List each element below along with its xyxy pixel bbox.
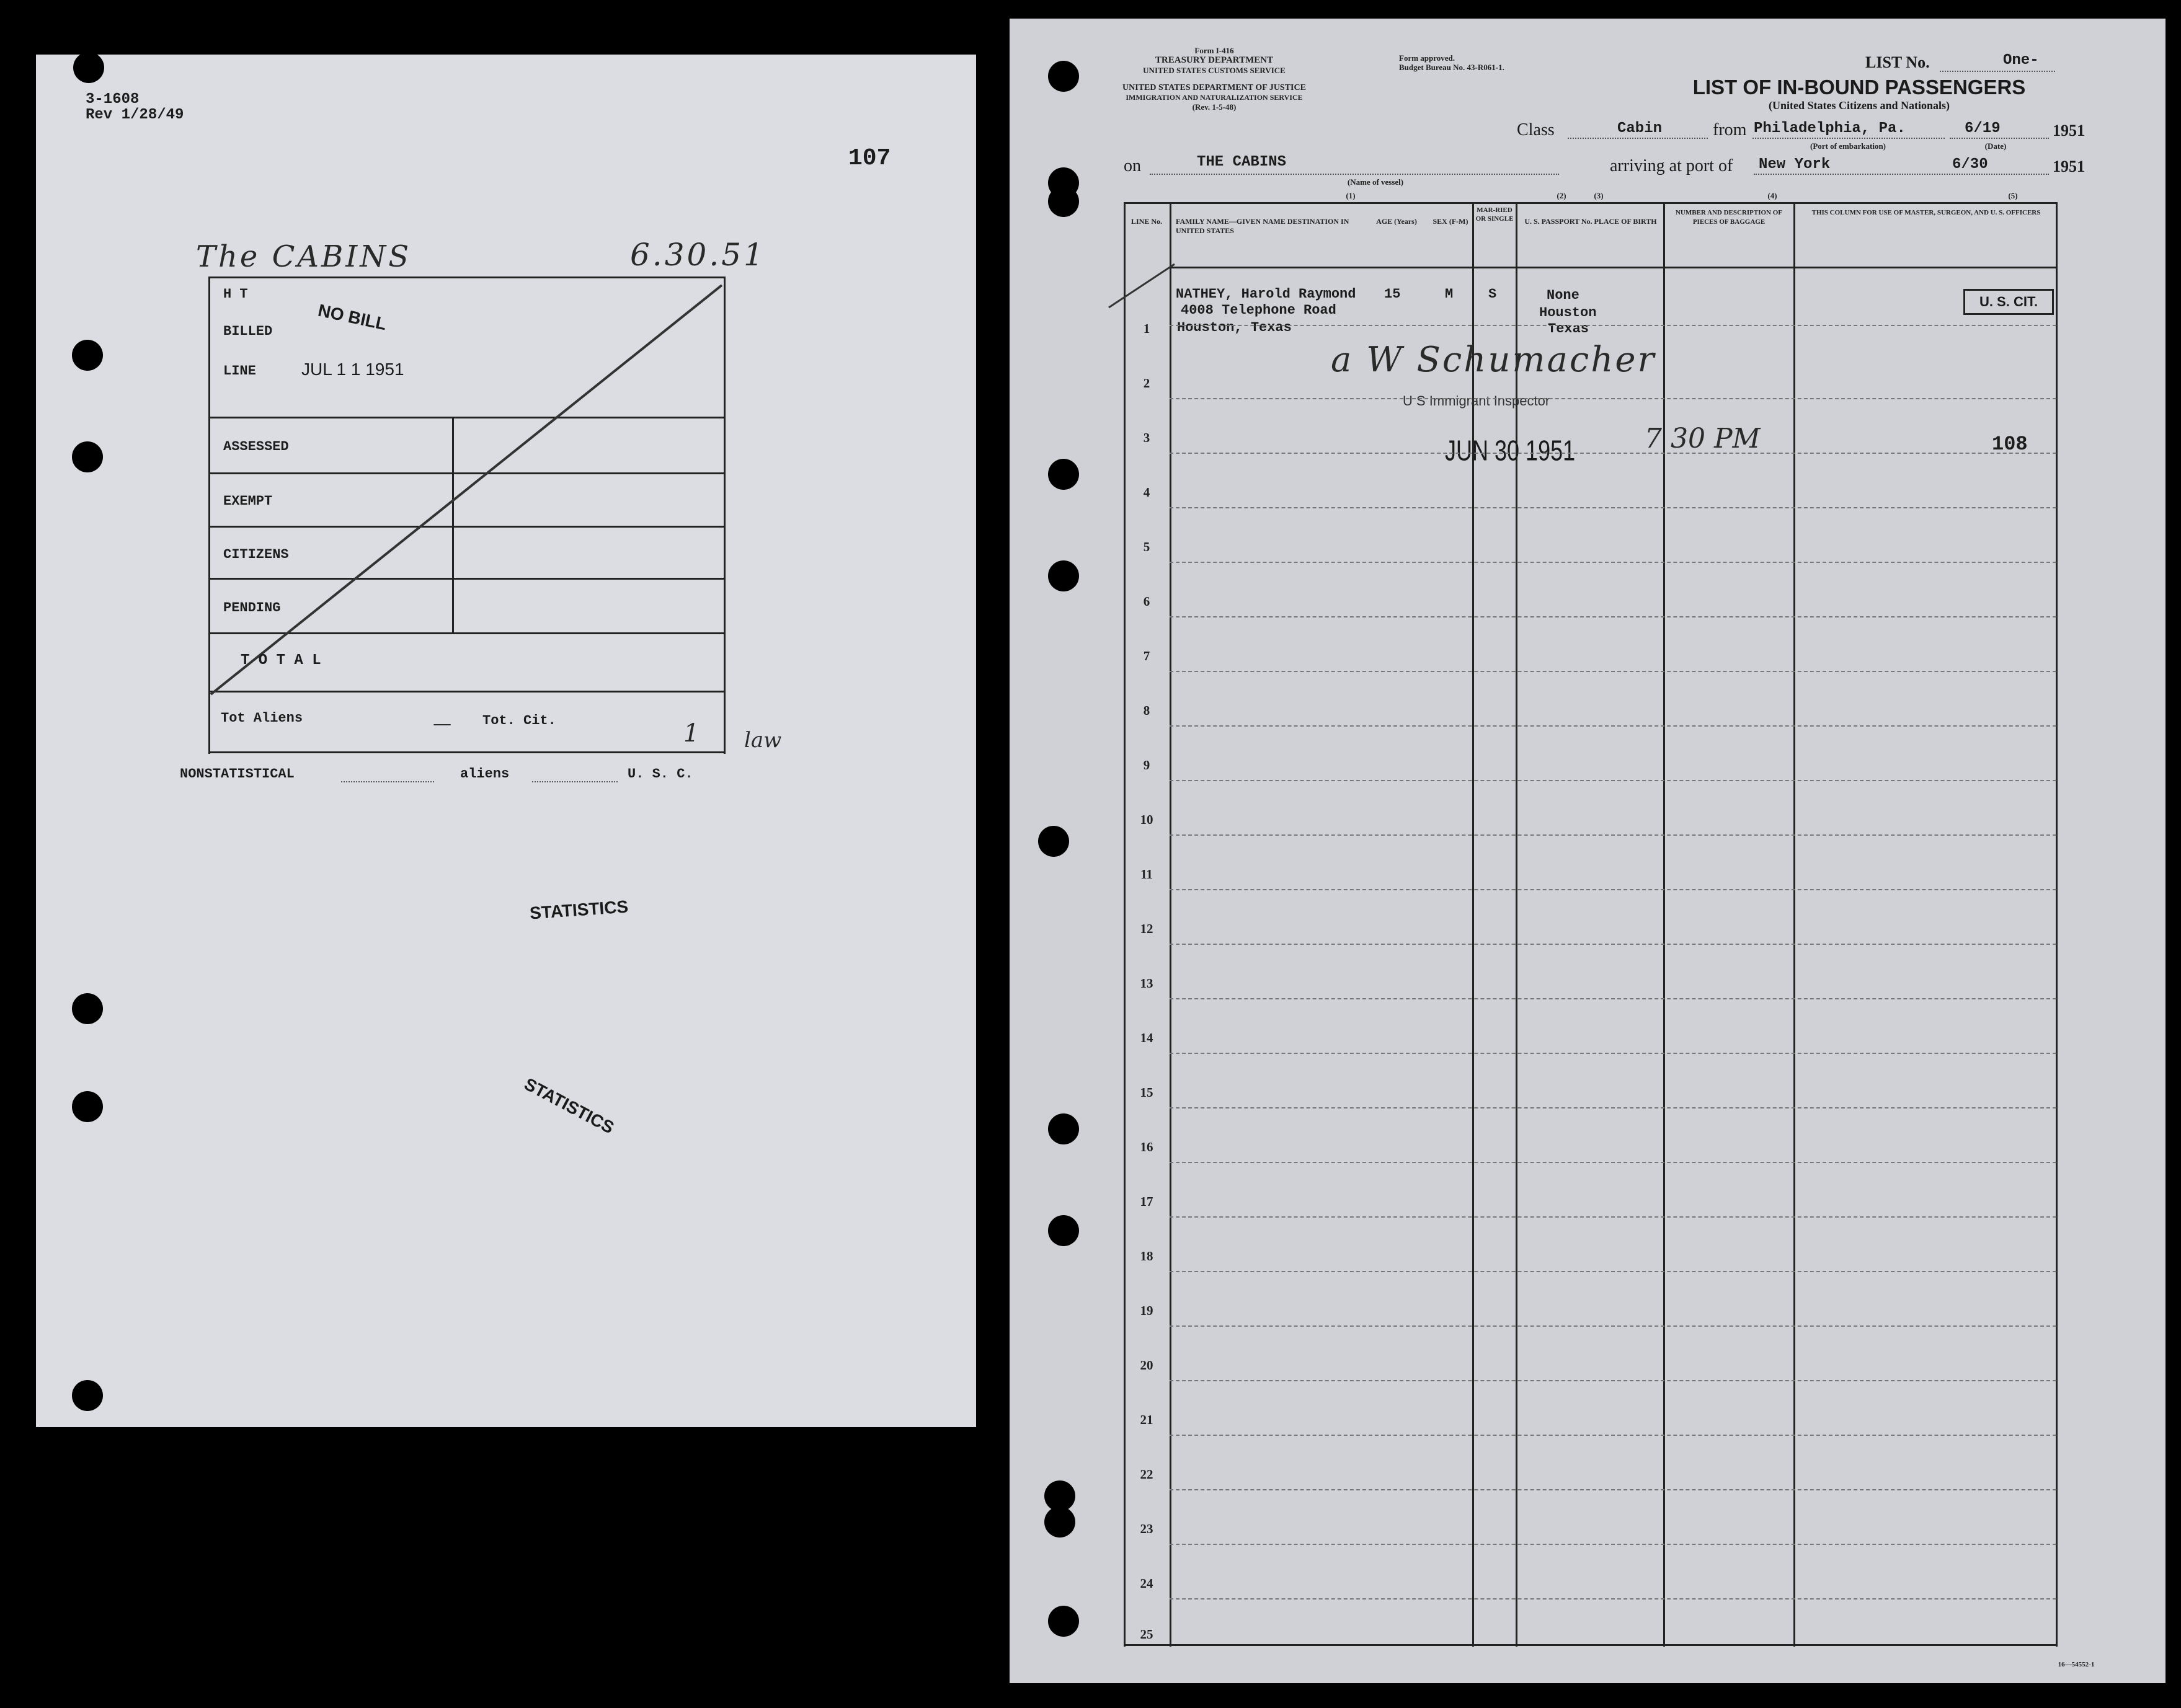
ht-label: H T bbox=[223, 286, 248, 302]
passenger-table bbox=[1124, 202, 2058, 1647]
line-number-5: 5 bbox=[1143, 539, 1150, 554]
embark-year: 1951 bbox=[2053, 122, 2085, 139]
passenger-name: NATHEY, Harold Raymond bbox=[1176, 286, 1356, 302]
col-sex: SEX (F-M) bbox=[1433, 217, 1468, 226]
right-sheet bbox=[1010, 19, 2165, 1683]
line-number-7: 7 bbox=[1143, 648, 1150, 663]
vessel-name: THE CABINS bbox=[1197, 154, 1287, 170]
list-subtitle: (United States Citizens and Nationals) bbox=[1768, 99, 1950, 112]
port-caption: (Port of embarkation) bbox=[1810, 141, 1886, 151]
punch-hole bbox=[1048, 1606, 1079, 1637]
col-name: FAMILY NAME—GIVEN NAME DESTINATION IN UNITED STATES bbox=[1176, 217, 1349, 235]
line-number-4: 4 bbox=[1143, 485, 1150, 500]
col-line-no: LINE No. bbox=[1130, 217, 1162, 226]
passenger-address: 4008 Telephone Road bbox=[1181, 303, 1336, 318]
punch-hole bbox=[72, 1091, 103, 1122]
ins-label: IMMIGRATION AND NATURALIZATION SERVICE bbox=[1126, 93, 1303, 102]
line-number-23: 23 bbox=[1140, 1521, 1153, 1536]
check-mark bbox=[1105, 262, 1179, 311]
total-label: T O T A L bbox=[241, 652, 321, 669]
list-no-value: One- bbox=[2003, 52, 2039, 69]
list-title: LIST OF IN-BOUND PASSENGERS bbox=[1692, 76, 2026, 99]
passenger-passport: None bbox=[1547, 288, 1579, 303]
citizens-label: CITIZENS bbox=[223, 547, 289, 562]
col-number-5: (5) bbox=[2008, 191, 2018, 200]
line-number-6: 6 bbox=[1143, 594, 1150, 609]
line-number-11: 11 bbox=[1140, 867, 1153, 882]
punch-hole bbox=[73, 52, 104, 83]
line-number-18: 18 bbox=[1140, 1249, 1153, 1263]
line-number-13: 13 bbox=[1140, 976, 1153, 991]
tot-cit-value: 1 bbox=[683, 719, 700, 748]
left-sheet bbox=[36, 55, 976, 1427]
class-value: Cabin bbox=[1617, 120, 1663, 137]
form-rev: (Rev. 1-5-48) bbox=[1192, 102, 1237, 112]
col-number-4: (4) bbox=[1767, 191, 1777, 200]
col-married: MAR-RIED OR SINGLE bbox=[1475, 206, 1514, 223]
passenger-sex: M bbox=[1445, 286, 1454, 302]
line-number-19: 19 bbox=[1140, 1303, 1153, 1318]
inspection-date-stamp: JUN 30 1951 bbox=[1445, 433, 1576, 467]
col-number-2: (2) bbox=[1557, 191, 1566, 200]
on-label: on bbox=[1124, 156, 1141, 175]
line-number-17: 17 bbox=[1140, 1194, 1153, 1209]
treasury-department: TREASURY DEPARTMENT bbox=[1155, 55, 1274, 65]
birth-city: Houston bbox=[1539, 305, 1597, 321]
form-code: 3-1608 bbox=[86, 91, 140, 108]
tot-aliens-label: Tot Aliens bbox=[221, 710, 303, 726]
department-of-justice: UNITED STATES DEPARTMENT OF JUSTICE bbox=[1122, 83, 1306, 92]
page-number: 107 bbox=[848, 145, 891, 172]
passenger-age: 15 bbox=[1384, 286, 1401, 302]
col-number-1: (1) bbox=[1346, 191, 1356, 200]
from-label: from bbox=[1713, 120, 1747, 139]
punch-hole bbox=[1048, 1113, 1079, 1144]
col-passport: U. S. PASSPORT No. PLACE OF BIRTH bbox=[1524, 217, 1657, 226]
passenger-marital: S bbox=[1488, 286, 1497, 302]
inspector-title: U S Immigrant Inspector bbox=[1403, 393, 1550, 409]
line-number-16: 16 bbox=[1140, 1139, 1153, 1154]
arrival-port: New York bbox=[1759, 156, 1831, 173]
line-number-21: 21 bbox=[1140, 1412, 1153, 1427]
no-bill-stamp: NO BILL bbox=[316, 300, 389, 334]
line-number-3: 3 bbox=[1143, 430, 1150, 445]
line-number-9: 9 bbox=[1143, 758, 1150, 772]
budget-bureau: Budget Bureau No. 43-R061-1. bbox=[1399, 63, 1504, 72]
us-cit-stamp: U. S. CIT. bbox=[1963, 289, 2054, 315]
date-handwritten: 6.30.51 bbox=[630, 237, 766, 273]
col-officers: THIS COLUMN FOR USE OF MASTER, SURGEON, AND U. S. OFFICERS bbox=[1811, 209, 2041, 216]
line-number-8: 8 bbox=[1143, 703, 1150, 718]
inspector-signature: a W Schumacher bbox=[1331, 340, 1656, 380]
arrival-year: 1951 bbox=[2053, 157, 2085, 175]
line-number-12: 12 bbox=[1140, 921, 1153, 936]
punch-hole bbox=[1048, 186, 1079, 217]
page-number-right: 108 bbox=[1992, 433, 2028, 456]
aliens-label: aliens bbox=[460, 766, 510, 782]
statistics-stamp: STATISTICS bbox=[529, 896, 629, 923]
arriving-label: arriving at port of bbox=[1610, 156, 1733, 175]
line-number-15: 15 bbox=[1140, 1085, 1153, 1100]
embark-date: 6/19 bbox=[1965, 120, 2001, 137]
tot-aliens-value: — bbox=[433, 713, 451, 735]
col-age: AGE (Years) bbox=[1376, 217, 1417, 226]
line-number-1: 1 bbox=[1143, 321, 1150, 336]
line-number-22: 22 bbox=[1140, 1467, 1153, 1482]
line-date-stamp: JUL 1 1 1951 bbox=[301, 360, 404, 379]
class-label: Class bbox=[1517, 120, 1555, 139]
vessel-handwritten: The CABINS bbox=[196, 239, 412, 274]
punch-hole bbox=[1038, 826, 1069, 857]
initials: law bbox=[744, 728, 782, 753]
punch-hole bbox=[72, 993, 103, 1024]
tally-box bbox=[208, 277, 726, 754]
line-number-24: 24 bbox=[1140, 1576, 1153, 1591]
line-label: LINE bbox=[223, 363, 256, 379]
line-number-2: 2 bbox=[1143, 376, 1150, 391]
punch-hole bbox=[1048, 1215, 1079, 1246]
list-no-label: LIST No. bbox=[1865, 53, 1930, 71]
line-number-20: 20 bbox=[1140, 1358, 1153, 1373]
birth-state: Texas bbox=[1548, 321, 1589, 337]
port-of-embarkation: Philadelphia, Pa. bbox=[1754, 120, 1906, 137]
form-approved: Form approved. bbox=[1399, 53, 1455, 63]
exempt-label: EXEMPT bbox=[223, 493, 273, 509]
form-revision: Rev 1/28/49 bbox=[86, 107, 184, 123]
vessel-caption: (Name of vessel) bbox=[1347, 177, 1404, 187]
col-baggage: NUMBER AND DESCRIPTION OF PIECES OF BAGGAGE bbox=[1675, 209, 1783, 226]
pending-label: PENDING bbox=[223, 600, 281, 616]
arrival-date: 6/30 bbox=[1952, 156, 1988, 173]
cancel-stroke bbox=[208, 277, 726, 754]
tot-cit-label: Tot. Cit. bbox=[482, 713, 556, 728]
line-number-10: 10 bbox=[1140, 812, 1153, 827]
punch-hole bbox=[1048, 459, 1079, 490]
line-number-14: 14 bbox=[1140, 1030, 1153, 1045]
punch-hole bbox=[1048, 560, 1079, 591]
punch-hole bbox=[1048, 61, 1079, 92]
date-caption: (Date) bbox=[1984, 141, 2007, 151]
billed-label: BILLED bbox=[223, 324, 273, 339]
punch-hole bbox=[72, 1380, 103, 1411]
punch-hole bbox=[72, 340, 103, 371]
nonstatistical-label: NONSTATISTICAL bbox=[180, 766, 295, 782]
punch-hole bbox=[72, 441, 103, 472]
inspection-time: 7 30 PM bbox=[1645, 423, 1761, 454]
assessed-label: ASSESSED bbox=[223, 439, 289, 454]
line-number-25: 25 bbox=[1140, 1627, 1153, 1642]
passenger-city: Houston, Texas bbox=[1177, 320, 1292, 335]
punch-hole bbox=[1044, 1507, 1075, 1538]
footer-code: 16—54552-1 bbox=[2058, 1661, 2095, 1668]
usc-label: U. S. C. bbox=[628, 766, 693, 782]
form-number: Form I-416 bbox=[1194, 46, 1234, 55]
col-number-3: (3) bbox=[1594, 191, 1604, 200]
statistics-stamp-rotated: STATISTICS bbox=[521, 1074, 618, 1138]
customs-service: UNITED STATES CUSTOMS SERVICE bbox=[1143, 66, 1286, 75]
